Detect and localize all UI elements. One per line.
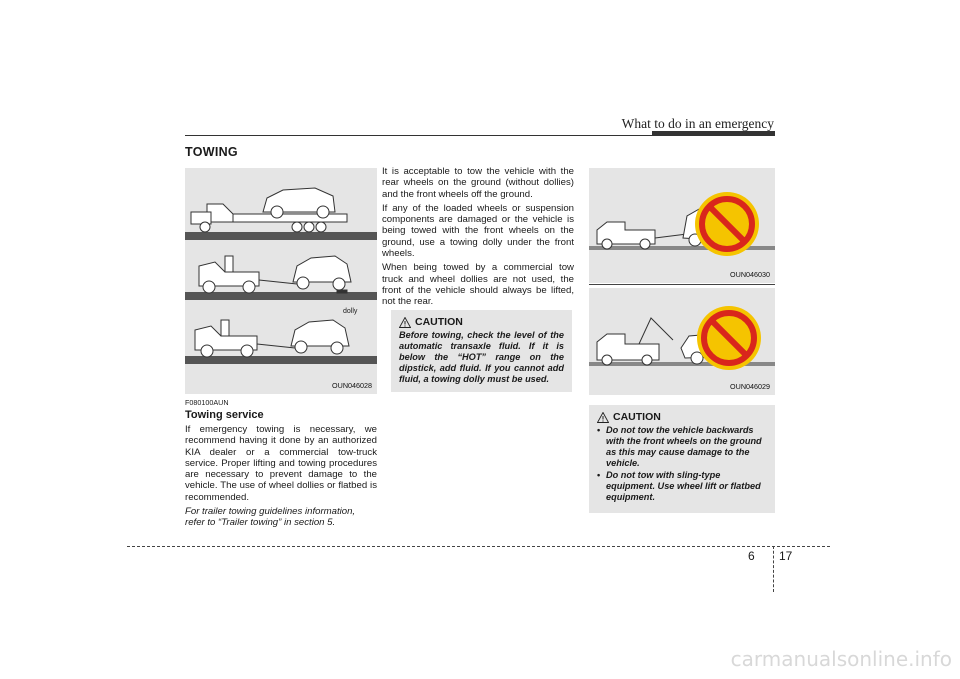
dolly-label: dolly	[343, 308, 358, 315]
caution-box-prohibited	[589, 405, 775, 513]
wheel-lift-truck	[185, 256, 377, 300]
page-number: 17	[779, 549, 793, 563]
middle-column-text	[382, 166, 574, 311]
header-title: What to do in an emergency	[621, 116, 774, 131]
towing-service-paragraph: If emergency towing is necessary, we recommend having it done by an authorized KIA dealer or a commercial tow-truck service. Proper lifting and towing procedures are necessary to prevent damage to the vehicle. The use of wheel dollies or flatbed is recommended.	[185, 424, 377, 503]
figure-code: OUN046029	[730, 382, 770, 391]
footer-rule	[127, 546, 830, 547]
warning-icon	[399, 317, 411, 328]
chapter-number: 6	[748, 549, 755, 563]
warning-icon	[597, 412, 609, 423]
prohibited-sign-icon	[697, 306, 761, 370]
footer-divider	[773, 546, 774, 592]
prohibited-sign-icon	[695, 192, 759, 256]
caution-list	[597, 425, 767, 503]
watermark: carmanualsonline.info	[730, 647, 952, 671]
figure-code: OUN046028	[332, 381, 372, 390]
paragraph-id: F080100AUN	[185, 398, 229, 407]
caution-text: Before towing, check the level of the automatic transaxle fluid. If it is below the “HOT” range on the dipstick, add fluid. If you cannot add fluid, a towing dolly must be used.	[399, 330, 564, 384]
towing-methods-figure	[185, 168, 377, 394]
caution-item: • Do not tow the vehicle backwards with the front wheels on the ground as this may cause damage to the vehicle.	[597, 425, 767, 469]
flatbed-truck	[185, 188, 377, 240]
prohibited-backward-tow-figure	[589, 168, 775, 283]
sling-tow-illustration	[589, 288, 775, 395]
middle-paragraph-3: When being towed by a commercial tow truck and wheel dollies are not used, the front of the vehicle should always be lifted, not the rear.	[382, 262, 574, 308]
caution-box-fluid	[391, 310, 572, 392]
middle-paragraph-2: If any of the loaded wheels or suspension components are damaged or the vehicle is being towed with the front wheels on the ground, use a towing dolly under the front wheels.	[382, 202, 574, 260]
trailer-towing-note: For trailer towing guidelines information, refer to “Trailer towing” in section 5.	[185, 506, 356, 529]
caution-title: CAUTION	[415, 316, 463, 328]
middle-paragraph-1: It is acceptable to tow the vehicle with the rear wheels on the ground (without dollies) and the front wheels off the ground.	[382, 166, 574, 200]
towing-methods-illustration	[185, 168, 377, 394]
caution-item: • Do not tow with sling-type equipment. Use wheel lift or flatbed equipment.	[597, 470, 767, 503]
header-bar	[652, 131, 775, 136]
figure-code: OUN046030	[730, 270, 770, 279]
caution-title: CAUTION	[613, 411, 661, 423]
prohibited-sling-tow-figure	[589, 288, 775, 395]
backward-tow-illustration	[589, 168, 775, 283]
section-heading: TOWING	[185, 145, 238, 159]
figure-divider	[589, 284, 775, 285]
wheel-lift-truck-2	[185, 320, 377, 364]
towing-service-text	[185, 424, 377, 532]
towing-service-heading: Towing service	[185, 409, 264, 421]
